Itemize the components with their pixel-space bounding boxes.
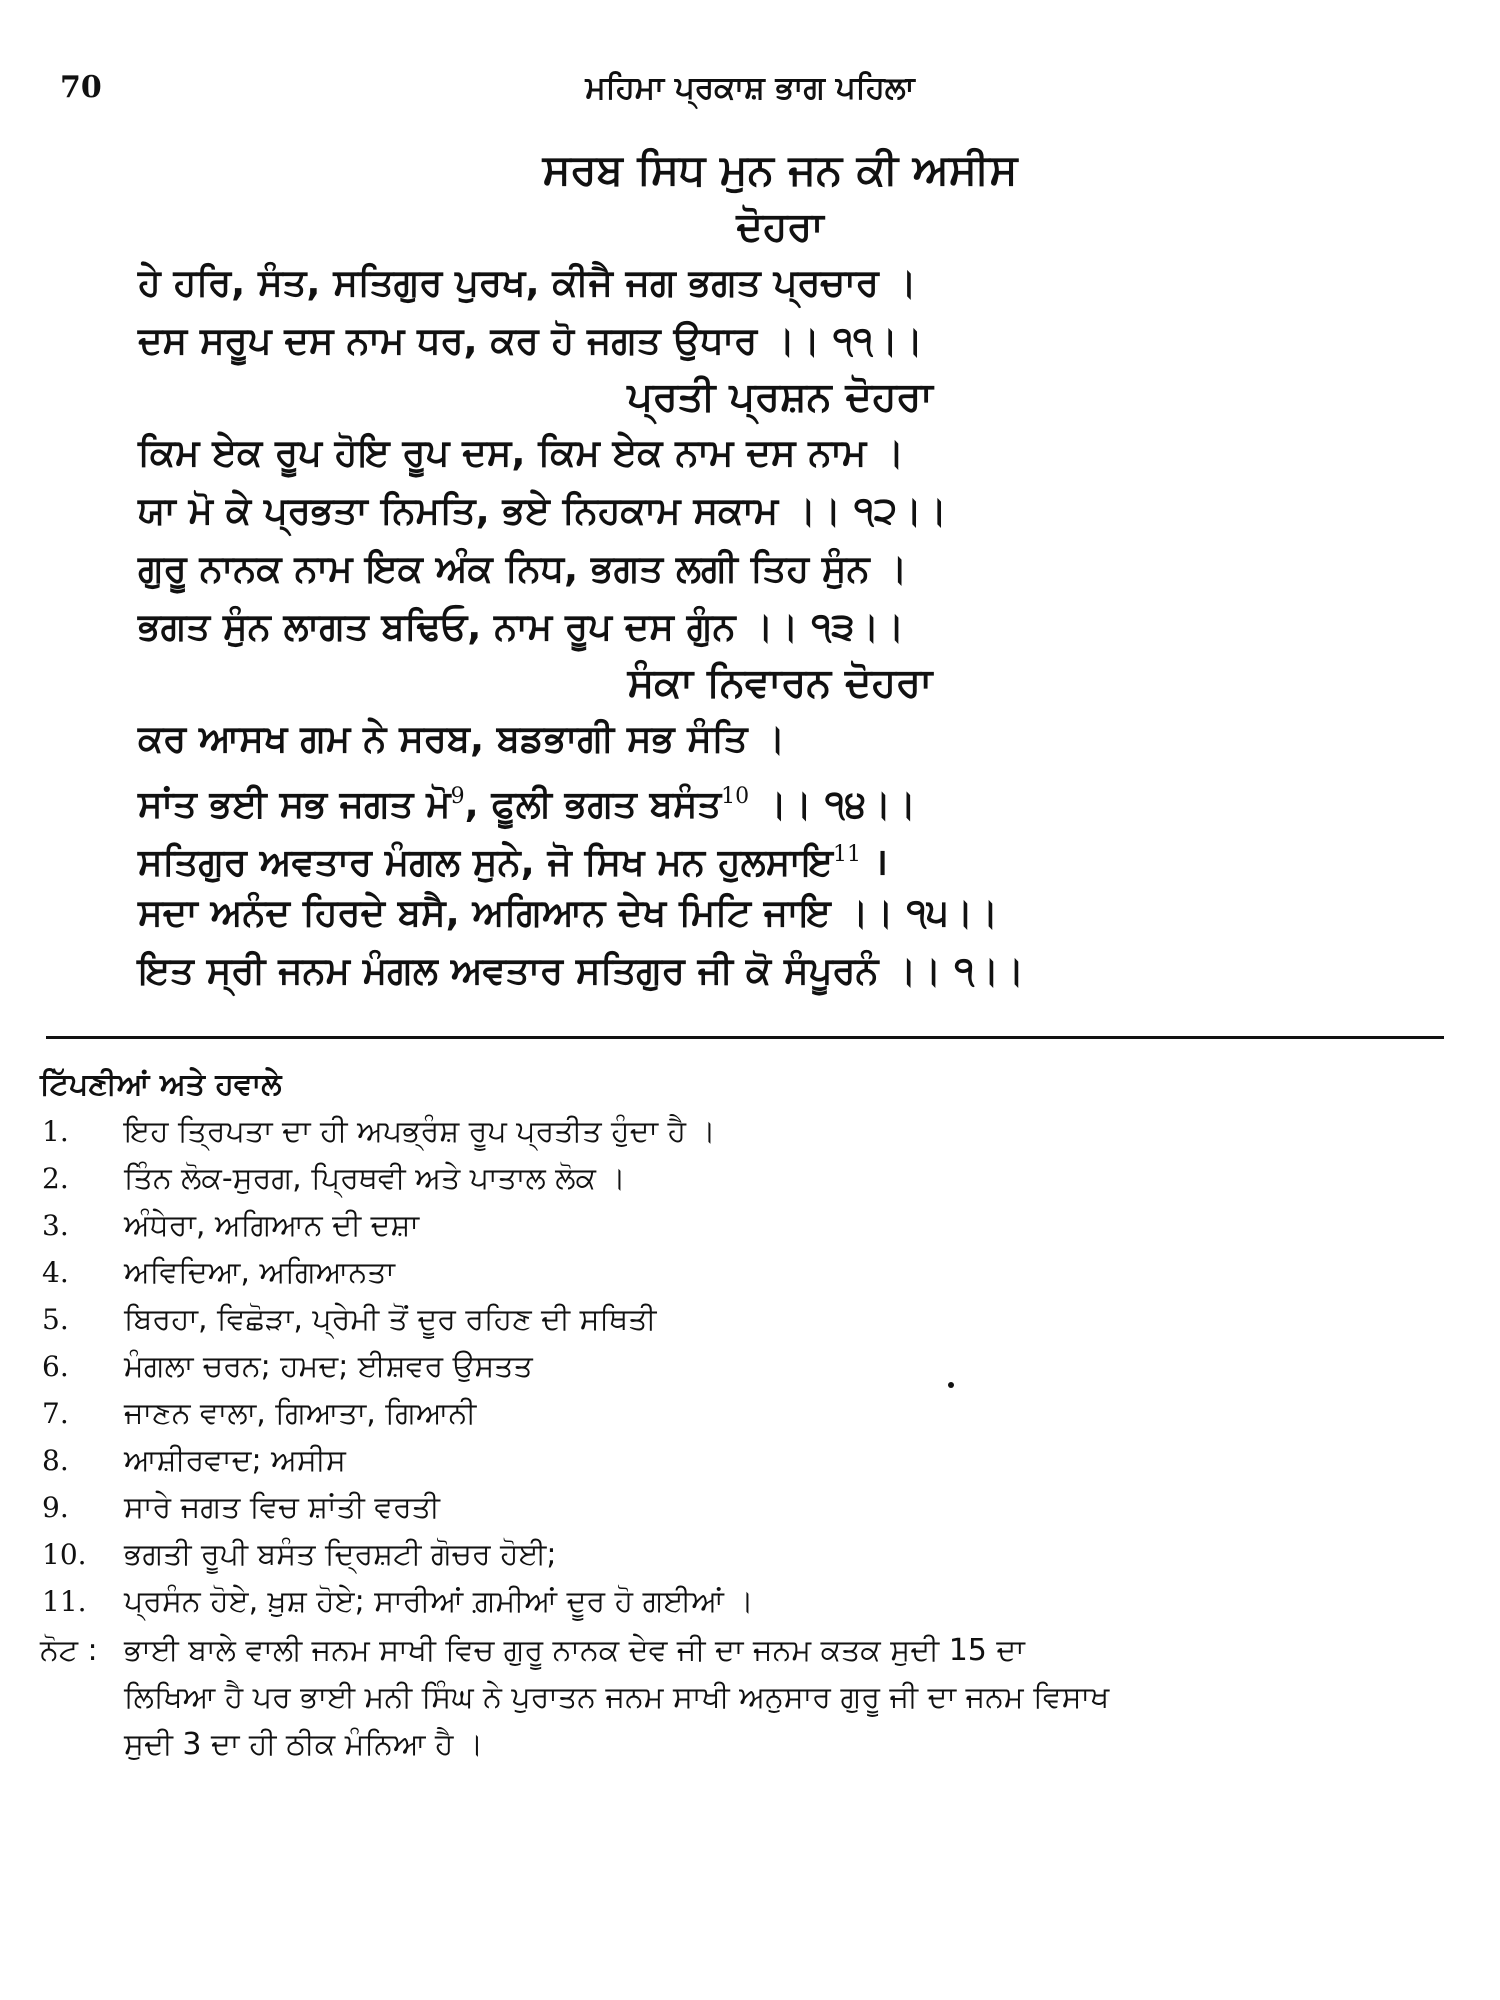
note-item <box>0 1249 1500 1296</box>
note-item <box>0 1108 1500 1155</box>
note-number: 7. <box>42 1397 69 1430</box>
note-number: 3. <box>42 1209 69 1242</box>
note-number: 11. <box>42 1585 87 1618</box>
note-text: ਪ੍ਰਸੰਨ ਹੋਏ, ਖ਼ੁਸ਼ ਹੋਏ; ਸਾਰੀਆਂ ਗ਼ਮੀਆਂ ਦੂਰ ਹੋ ਗਈਆਂ । <box>124 1584 754 1619</box>
note-item <box>0 1437 1500 1484</box>
footnote-marker: 10 <box>721 784 750 809</box>
closing-note <box>0 1627 1500 1768</box>
running-head: ਮਹਿਮਾ ਪ੍ਰਕਾਸ਼ ਭਾਗ ਪਹਿਲਾ <box>585 70 915 106</box>
note-text: ਇਹ ਤ੍ਰਿਪਤਾ ਦਾ ਹੀ ਅਪਭ੍ਰੰਸ਼ ਰੂਪ ਪ੍ਰਤੀਤ ਹੁੰਦਾ ਹੈ । <box>124 1114 716 1149</box>
section-heading: ਦੋਹਰਾ <box>736 204 824 250</box>
print-speck <box>948 1382 954 1388</box>
section-heading: ਸੰਕਾ ਨਿਵਾਰਨ ਦੋਹਰਾ <box>627 660 933 706</box>
section-heading: ਪ੍ਰਤੀ ਪ੍ਰਸ਼ਨ ਦੋਹਰਾ <box>627 374 933 420</box>
closing-note-line: ਸੁਦੀ 3 ਦਾ ਹੀ ਠੀਕ ਮੰਨਿਆ ਹੈ । <box>124 1727 484 1762</box>
note-text: ਬਿਰਹਾ, ਵਿਛੋੜਾ, ਪ੍ਰੇਮੀ ਤੋਂ ਦੂਰ ਰਹਿਣ ਦੀ ਸਥਿਤੀ <box>124 1302 657 1337</box>
verse-line: ਕਿਮ ਏਕ ਰੂਪ ਹੋਇ ਰੂਪ ਦਸ, ਕਿਮ ਏਕ ਨਾਮ ਦਸ ਨਾਮ । <box>138 431 905 474</box>
note-item <box>0 1531 1500 1578</box>
note-item <box>0 1202 1500 1249</box>
verse-line: ਦਸ ਸਰੂਪ ਦਸ ਨਾਮ ਧਰ, ਕਰ ਹੋ ਜਗਤ ਉਧਾਰ ।। ੧੧।। <box>138 319 923 362</box>
closing-note-label: ਨੋਟ : <box>40 1633 98 1668</box>
verse-line <box>0 768 1500 826</box>
verse-text: ।। ੧੪।। <box>749 782 917 826</box>
verse-line <box>0 826 1500 884</box>
note-item <box>0 1296 1500 1343</box>
note-text: ਅਵਿਦਿਆ, ਅਗਿਆਨਤਾ <box>124 1255 395 1290</box>
closing-note-text <box>124 1627 1454 1768</box>
note-item <box>0 1155 1500 1202</box>
closing-note-line: ਲਿਖਿਆ ਹੈ ਪਰ ਭਾਈ ਮਨੀ ਸਿੰਘ ਨੇ ਪੁਰਾਤਨ ਜਨਮ ਸਾਖੀ ਅਨੁਸਾਰ ਗੁਰੂ ਜੀ ਦਾ ਜਨਮ ਵਿਸਾਖ <box>124 1680 1110 1715</box>
footnote-marker: 11 <box>832 842 861 867</box>
verse-text: ਸਤਿਗੁਰ ਅਵਤਾਰ ਮੰਗਲ ਸੁਨੇ, ਜੋ ਸਿਖ ਮਨ ਹੁਲਸਾਇ <box>138 840 833 884</box>
footnote-marker: 9 <box>450 784 465 809</box>
note-number: 10. <box>42 1538 87 1571</box>
verse-line: ਸਦਾ ਅਨੰਦ ਹਿਰਦੇ ਬਸੈ, ਅਗਿਆਨ ਦੇਖ ਮਿਟਿ ਜਾਇ ।। ੧੫।। <box>138 891 999 934</box>
note-number: 1. <box>42 1115 69 1148</box>
note-text: ਜਾਣਨ ਵਾਲਾ, ਗਿਆਤਾ, ਗਿਆਨੀ <box>124 1396 477 1431</box>
note-text: ਆਸ਼ੀਰਵਾਦ; ਅਸੀਸ <box>124 1443 346 1478</box>
verse-line: ਕਰ ਆਸਖ ਗਮ ਨੇ ਸਰਬ, ਬਡਭਾਗੀ ਸਭ ਸੰਤਿ । <box>138 717 786 760</box>
note-number: 2. <box>42 1162 69 1195</box>
note-text: ਤਿੰਨ ਲੋਕ-ਸੁਰਗ, ਪ੍ਰਿਥਵੀ ਅਤੇ ਪਾਤਾਲ ਲੋਕ । <box>124 1161 626 1196</box>
verse-line: ਭਗਤ ਸੁੰਨ ਲਾਗਤ ਬਢਿਓ, ਨਾਮ ਰੂਪ ਦਸ ਗੁੰਨ ।। ੧੩।। <box>138 605 905 648</box>
verse-line: ਗੁਰੂ ਨਾਨਕ ਨਾਮ ਇਕ ਅੰਕ ਨਿਧ, ਭਗਤ ਲਗੀ ਤਿਹ ਸੁੰਨ । <box>138 547 908 590</box>
verse-line: ਇਤ ਸ੍ਰੀ ਜਨਮ ਮੰਗਲ ਅਵਤਾਰ ਸਤਿਗੁਰ ਜੀ ਕੋ ਸੰਪੂਰਨੰ ।। ੧।। <box>138 949 1025 992</box>
chapter-title: ਸਰਬ ਸਿਧ ਮੁਨ ਜਨ ਕੀ ਅਸੀਸ <box>542 145 1018 194</box>
note-text: ਸਾਰੇ ਜਗਤ ਵਿਚ ਸ਼ਾਂਤੀ ਵਰਤੀ <box>124 1490 440 1525</box>
note-number: 8. <box>42 1444 69 1477</box>
note-item <box>0 1484 1500 1531</box>
note-number: 6. <box>42 1350 69 1383</box>
verse-text: , ਫੂਲੀ ਭਗਤ ਬਸੰਤ <box>464 782 722 826</box>
page-header <box>0 70 1500 110</box>
notes-section <box>0 1062 1500 1768</box>
note-item <box>0 1578 1500 1625</box>
note-text: ਭਗਤੀ ਰੂਪੀ ਬਸੰਤ ਦ੍ਰਿਸ਼ਟੀ ਗੋਚਰ ਹੋਈ; <box>124 1537 557 1572</box>
note-number: 9. <box>42 1491 69 1524</box>
closing-note-line: ਭਾਈ ਬਾਲੇ ਵਾਲੀ ਜਨਮ ਸਾਖੀ ਵਿਚ ਗੁਰੂ ਨਾਨਕ ਦੇਵ ਜੀ ਦਾ ਜਨਮ ਕਤਕ ਸੁਦੀ 15 ਦਾ <box>124 1633 1025 1668</box>
note-text: ਅੰਧੇਰਾ, ਅਗਿਆਨ ਦੀ ਦਸ਼ਾ <box>124 1208 420 1243</box>
note-item <box>0 1343 1500 1390</box>
note-text: ਮੰਗਲਾ ਚਰਨ; ਹਮਦ; ਈਸ਼ਵਰ ਉਸਤਤ <box>124 1349 533 1384</box>
verse-text: ਸਾਂਤ ਭਈ ਸਭ ਜਗਤ ਮੋ <box>138 782 451 826</box>
verse-line: ਯਾ ਮੋ ਕੇ ਪ੍ਰਭਤਾ ਨਿਮਤਿ, ਭਏ ਨਿਹਕਾਮ ਸਕਾਮ ।। ੧੨।। <box>138 489 947 532</box>
verse-text: । <box>860 840 888 884</box>
note-item <box>0 1390 1500 1437</box>
note-number: 4. <box>42 1256 69 1289</box>
note-number: 5. <box>42 1303 69 1336</box>
divider-rule <box>46 1036 1444 1039</box>
notes-title: ਟਿੱਪਣੀਆਂ ਅਤੇ ਹਵਾਲੇ <box>40 1067 282 1102</box>
verse-line: ਹੇ ਹਰਿ, ਸੰਤ, ਸਤਿਗੁਰ ਪੁਰਖ, ਕੀਜੈ ਜਗ ਭਗਤ ਪ੍ਰਚਾਰ । <box>138 261 917 304</box>
page-number: 70 <box>60 70 102 105</box>
verse-block <box>0 140 1500 1000</box>
